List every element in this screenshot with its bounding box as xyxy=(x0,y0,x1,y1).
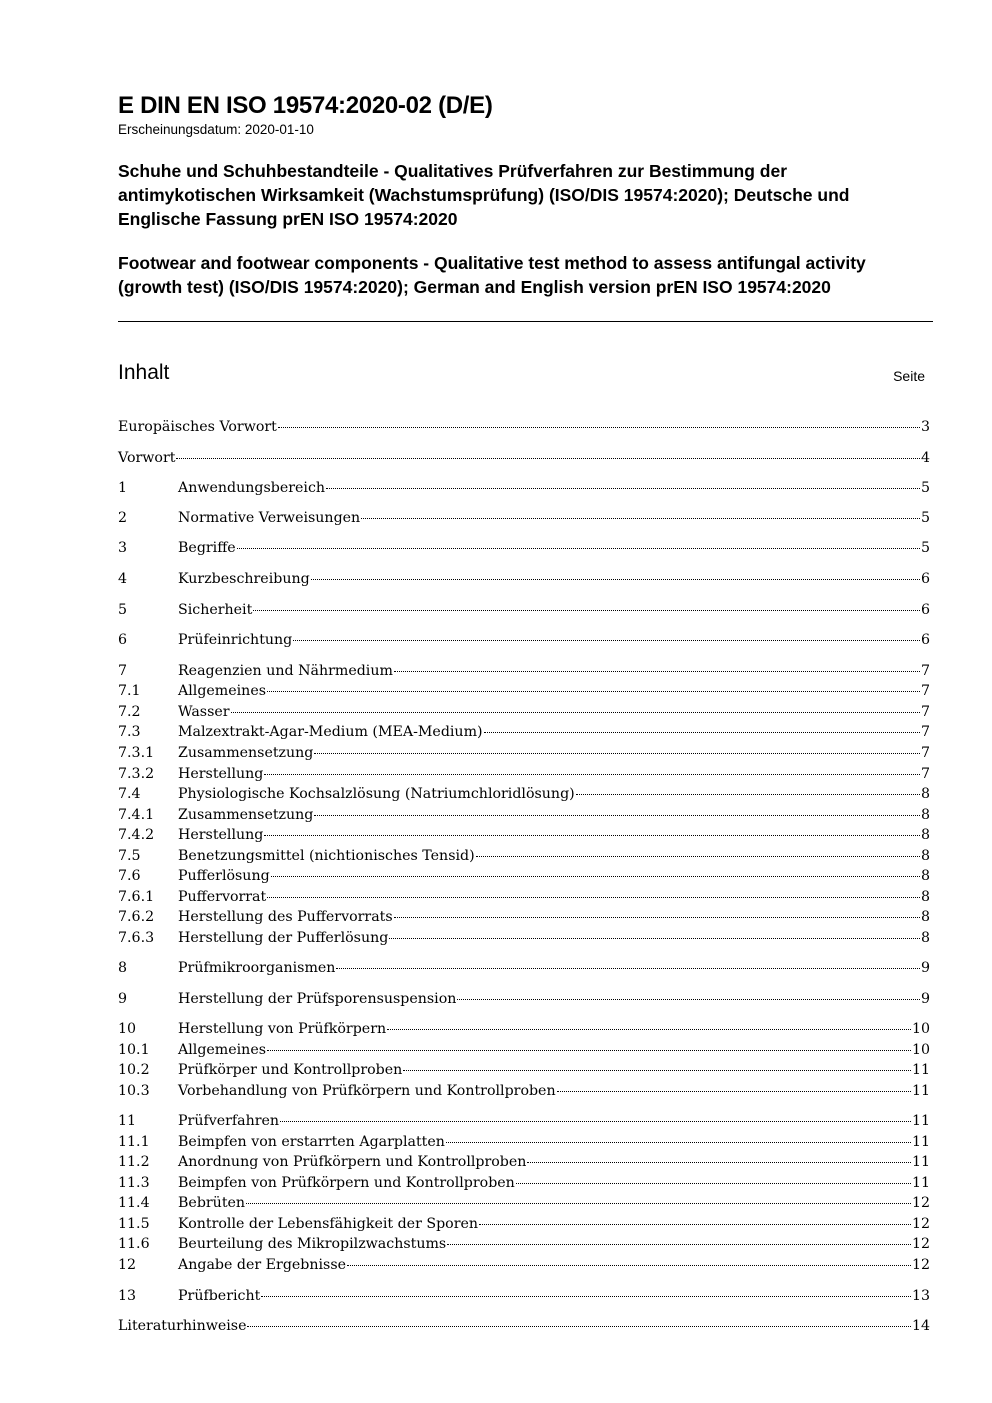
toc-entry-title: Normative Verweisungen xyxy=(178,510,361,526)
title-german: Schuhe und Schuhbestandteile - Qualitatives Prüfverfahren zur Bestimmung der antimykotischen Wirksamkeit (Wachstumsprüfung) (ISO/DIS 19574:2020); Deutsche und Englische Fassung prEN ISO 19574:2020 xyxy=(118,161,850,229)
toc-dot-leader xyxy=(267,897,920,898)
toc-heading: Inhalt xyxy=(118,361,170,384)
toc-entry[interactable] xyxy=(118,805,930,825)
toc-entry-page: 13 xyxy=(911,1288,930,1304)
toc-entry-title: Herstellung des Puffervorrats xyxy=(178,909,393,925)
toc-entry[interactable] xyxy=(118,600,930,620)
toc-entry-page: 12 xyxy=(911,1236,930,1252)
title-english: Footwear and footwear components - Qualitative test method to assess antifungal activity (growth test) (ISO/DIS 19574:2020); German and English version prEN ISO 19574:2020 xyxy=(118,253,866,297)
toc-dot-leader xyxy=(280,1121,911,1122)
toc-entry-title: Puffervorrat xyxy=(178,889,267,905)
toc-entry[interactable] xyxy=(118,1132,930,1152)
toc-entry-title: Benetzungsmittel (nichtionisches Tensid) xyxy=(178,848,475,864)
toc-dot-leader xyxy=(387,1029,911,1030)
toc-entry-title: Allgemeines xyxy=(178,683,266,699)
toc-entry-title: Herstellung xyxy=(178,827,264,843)
toc-entry[interactable] xyxy=(118,681,930,701)
toc-entry-number: 7.4 xyxy=(118,786,141,802)
toc-entry-number: 10.2 xyxy=(118,1062,150,1078)
toc-entry-page: 12 xyxy=(911,1216,930,1232)
toc-entry[interactable] xyxy=(118,887,930,907)
toc-entry-page: 4 xyxy=(920,450,930,466)
toc-entry-title: Kurzbeschreibung xyxy=(178,571,310,587)
toc-entry-number: 11.6 xyxy=(118,1236,150,1252)
toc-page-column-label: Seite xyxy=(893,368,925,384)
toc-entry-number: 1 xyxy=(118,480,128,496)
toc-entry-page: 11 xyxy=(911,1175,930,1191)
publication-date: Erscheinungsdatum: 2020-01-10 xyxy=(118,122,314,137)
toc-entry-page: 7 xyxy=(920,724,930,740)
toc-entry-title: Literaturhinweise xyxy=(118,1318,247,1334)
toc-dot-leader xyxy=(527,1162,911,1163)
toc-dot-leader xyxy=(457,999,920,1000)
toc-dot-leader xyxy=(389,938,920,939)
toc-entry-number: 6 xyxy=(118,632,128,648)
toc-entry[interactable] xyxy=(118,1060,930,1080)
toc-entry-number: 5 xyxy=(118,602,128,618)
toc-entry[interactable] xyxy=(118,1173,930,1193)
toc-entry-page: 8 xyxy=(920,868,930,884)
toc-dot-leader xyxy=(484,732,920,733)
toc-entry[interactable] xyxy=(118,508,930,528)
toc-entry-page: 5 xyxy=(920,480,930,496)
toc-entry-title: Herstellung von Prüfkörpern xyxy=(178,1021,387,1037)
toc-entry-number: 11.4 xyxy=(118,1195,150,1211)
toc-entry-title: Angabe der Ergebnisse xyxy=(178,1257,347,1273)
toc-entry-title: Physiologische Kochsalzlösung (Natriumchloridlösung) xyxy=(178,786,575,802)
toc-entry-title: Beimpfen von Prüfkörpern und Kontrollproben xyxy=(178,1175,515,1191)
toc-entry-page: 8 xyxy=(920,786,930,802)
toc-entry-number: 7.1 xyxy=(118,683,141,699)
toc-entry-number: 7.6.2 xyxy=(118,909,155,925)
toc-entry[interactable] xyxy=(118,764,930,784)
toc-entry[interactable] xyxy=(118,702,930,722)
toc-entry-title: Malzextrakt-Agar-Medium (MEA-Medium) xyxy=(178,724,483,740)
toc-dot-leader xyxy=(314,753,920,754)
toc-entry-number: 3 xyxy=(118,540,128,556)
toc-entry[interactable] xyxy=(118,928,930,948)
toc-entry-number: 11.1 xyxy=(118,1134,150,1150)
toc-dot-leader xyxy=(231,712,920,713)
toc-dot-leader xyxy=(267,1050,911,1051)
toc-entry[interactable] xyxy=(118,989,930,1009)
toc-entry-number: 12 xyxy=(118,1257,137,1273)
toc-entry-title: Anordnung von Prüfkörpern und Kontrollproben xyxy=(178,1154,527,1170)
toc-entry[interactable] xyxy=(118,825,930,845)
toc-entry-title: Prüfverfahren xyxy=(178,1113,280,1129)
toc-entry-page: 11 xyxy=(911,1134,930,1150)
toc-entry[interactable] xyxy=(118,1286,930,1306)
toc-entry-page: 14 xyxy=(911,1318,930,1334)
toc-entry-number: 7.6.1 xyxy=(118,889,155,905)
toc-dot-leader xyxy=(253,610,920,611)
toc-entry-number: 8 xyxy=(118,960,128,976)
toc-entry[interactable] xyxy=(118,1234,930,1254)
toc-entry-page: 7 xyxy=(920,663,930,679)
toc-entry-title: Begriffe xyxy=(178,540,236,556)
toc-dot-leader xyxy=(246,1203,911,1204)
toc-entry[interactable] xyxy=(118,1081,930,1101)
toc-dot-leader xyxy=(476,856,920,857)
toc-dot-leader xyxy=(361,518,920,519)
toc-dot-leader xyxy=(293,640,920,641)
toc-entry-title: Anwendungsbereich xyxy=(178,480,326,496)
toc-entry-title: Pufferlösung xyxy=(178,868,270,884)
toc-entry-page: 6 xyxy=(920,571,930,587)
toc-entry[interactable] xyxy=(118,1255,930,1275)
toc-dot-leader xyxy=(447,1244,911,1245)
toc-entry-title: Zusammensetzung xyxy=(178,807,314,823)
toc-entry[interactable] xyxy=(118,1152,930,1172)
toc-entry-title: Sicherheit xyxy=(178,602,253,618)
toc-entry-page: 7 xyxy=(920,766,930,782)
toc-entry[interactable] xyxy=(118,448,930,468)
toc-entry[interactable] xyxy=(118,784,930,804)
toc-entry-page: 11 xyxy=(911,1083,930,1099)
toc-dot-leader xyxy=(347,1265,911,1266)
toc-entry-number: 10.3 xyxy=(118,1083,150,1099)
toc-entry-title: Prüfkörper und Kontrollproben xyxy=(178,1062,403,1078)
toc-entry[interactable] xyxy=(118,1019,930,1039)
toc-entry-page: 12 xyxy=(911,1195,930,1211)
toc-entry-title: Beimpfen von erstarrten Agarplatten xyxy=(178,1134,445,1150)
title-divider xyxy=(118,321,933,322)
toc-entry-page: 5 xyxy=(920,540,930,556)
toc-dot-leader xyxy=(278,427,920,428)
toc-dot-leader xyxy=(326,488,920,489)
toc-entry[interactable] xyxy=(118,907,930,927)
toc-dot-leader xyxy=(176,458,920,459)
toc-entry-page: 11 xyxy=(911,1154,930,1170)
toc-entry-page: 9 xyxy=(920,991,930,1007)
toc-entry-page: 8 xyxy=(920,930,930,946)
toc-entry-title: Bebrüten xyxy=(178,1195,246,1211)
toc-entry[interactable] xyxy=(118,1214,930,1234)
toc-entry-page: 7 xyxy=(920,745,930,761)
toc-entry-page: 3 xyxy=(920,419,930,435)
toc-entry[interactable] xyxy=(118,1111,930,1131)
toc-entry-page: 11 xyxy=(911,1113,930,1129)
toc-entry-title: Herstellung der Pufferlösung xyxy=(178,930,389,946)
toc-entry-title: Reagenzien und Nährmedium xyxy=(178,663,393,679)
toc-entry[interactable] xyxy=(118,1193,930,1213)
toc-entry[interactable] xyxy=(118,722,930,742)
toc-entry-page: 8 xyxy=(920,827,930,843)
toc-entry-title: Kontrolle der Lebensfähigkeit der Sporen xyxy=(178,1216,479,1232)
toc-entry-page: 8 xyxy=(920,889,930,905)
toc-entry-title: Herstellung xyxy=(178,766,264,782)
toc-entry-number: 11 xyxy=(118,1113,137,1129)
toc-entry-page: 7 xyxy=(920,704,930,720)
toc-entry-page: 10 xyxy=(911,1042,930,1058)
toc-entry-title: Herstellung der Prüfsporensuspension xyxy=(178,991,457,1007)
toc-entry-page: 6 xyxy=(920,632,930,648)
toc-entry[interactable] xyxy=(118,846,930,866)
toc-entry[interactable] xyxy=(118,417,930,437)
toc-entry-number: 11.3 xyxy=(118,1175,150,1191)
toc-entry-number: 9 xyxy=(118,991,128,1007)
toc-dot-leader xyxy=(394,917,920,918)
toc-entry[interactable] xyxy=(118,478,930,498)
toc-entry-number: 11.2 xyxy=(118,1154,150,1170)
toc-entry[interactable] xyxy=(118,569,930,589)
toc-dot-leader xyxy=(261,1296,911,1297)
toc-entry-number: 7.3 xyxy=(118,724,141,740)
toc-entry-page: 10 xyxy=(911,1021,930,1037)
toc-entry-title: Vorwort xyxy=(118,450,176,466)
toc-entry-page: 9 xyxy=(920,960,930,976)
toc-dot-leader xyxy=(267,691,920,692)
toc-entry[interactable] xyxy=(118,630,930,650)
toc-entry[interactable] xyxy=(118,1040,930,1060)
toc-entry-number: 13 xyxy=(118,1288,137,1304)
toc-entry-number: 10.1 xyxy=(118,1042,150,1058)
toc-entry-title: Wasser xyxy=(178,704,230,720)
toc-entry-page: 6 xyxy=(920,602,930,618)
toc-dot-leader xyxy=(264,774,920,775)
toc-entry-number: 7.2 xyxy=(118,704,141,720)
toc-entry-title: Allgemeines xyxy=(178,1042,266,1058)
toc-dot-leader xyxy=(247,1326,910,1327)
toc-entry-number: 10 xyxy=(118,1021,137,1037)
toc-dot-leader xyxy=(576,794,920,795)
toc-entry[interactable] xyxy=(118,958,930,978)
toc-entry[interactable] xyxy=(118,866,930,886)
toc-dot-leader xyxy=(516,1183,911,1184)
toc-entry-page: 11 xyxy=(911,1062,930,1078)
toc-entry-title: Vorbehandlung von Prüfkörpern und Kontrollproben xyxy=(178,1083,556,1099)
toc-entry[interactable] xyxy=(118,743,930,763)
toc-dot-leader xyxy=(311,579,920,580)
toc-entry-number: 7.5 xyxy=(118,848,141,864)
toc-entry-page: 12 xyxy=(911,1257,930,1273)
toc-entry-number: 7 xyxy=(118,663,128,679)
toc-dot-leader xyxy=(403,1070,911,1071)
toc-entry-number: 7.6.3 xyxy=(118,930,155,946)
toc-dot-leader xyxy=(479,1224,911,1225)
toc-entry-number: 7.4.2 xyxy=(118,827,155,843)
toc-entry[interactable] xyxy=(118,1316,930,1336)
toc-dot-leader xyxy=(446,1142,911,1143)
toc-dot-leader xyxy=(336,968,920,969)
toc-entry[interactable] xyxy=(118,538,930,558)
toc-entry-page: 8 xyxy=(920,848,930,864)
toc-entry-title: Prüfbericht xyxy=(178,1288,261,1304)
toc-dot-leader xyxy=(271,876,920,877)
toc-entry[interactable] xyxy=(118,661,930,681)
toc-dot-leader xyxy=(237,548,920,549)
document-id: E DIN EN ISO 19574:2020-02 (D/E) xyxy=(118,92,493,119)
toc-entry-title: Europäisches Vorwort xyxy=(118,419,277,435)
toc-dot-leader xyxy=(264,835,920,836)
toc-entry-page: 8 xyxy=(920,909,930,925)
toc-entry-number: 2 xyxy=(118,510,128,526)
toc-entry-number: 7.3.2 xyxy=(118,766,155,782)
toc-entry-number: 7.3.1 xyxy=(118,745,155,761)
toc-entry-page: 5 xyxy=(920,510,930,526)
toc-entry-title: Prüfmikroorganismen xyxy=(178,960,336,976)
toc-dot-leader xyxy=(314,815,920,816)
toc-entry-number: 11.5 xyxy=(118,1216,150,1232)
toc-entry-title: Prüfeinrichtung xyxy=(178,632,293,648)
toc-entry-title: Zusammensetzung xyxy=(178,745,314,761)
toc-entry-title: Beurteilung des Mikropilzwachstums xyxy=(178,1236,447,1252)
toc-entry-number: 7.6 xyxy=(118,868,141,884)
toc-entry-number: 4 xyxy=(118,571,128,587)
toc-entry-number: 7.4.1 xyxy=(118,807,155,823)
toc-dot-leader xyxy=(394,671,920,672)
toc-dot-leader xyxy=(557,1091,911,1092)
toc-entry-page: 8 xyxy=(920,807,930,823)
toc-entry-page: 7 xyxy=(920,683,930,699)
